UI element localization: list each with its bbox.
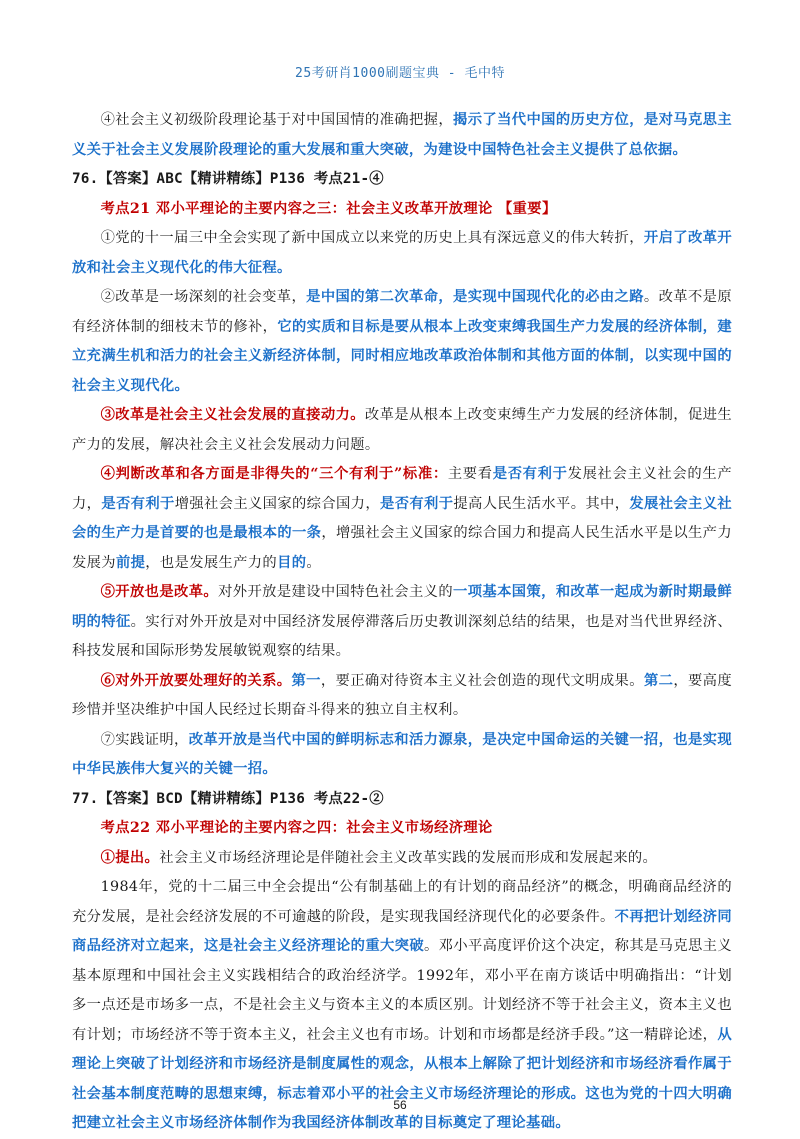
page-content <box>72 106 732 1139</box>
text-highlight-red: ①提出。 <box>100 849 160 866</box>
page-number: 56 <box>393 1098 407 1112</box>
paragraph-point-2 <box>72 283 732 401</box>
text-plain: 。实行对外开放是对中国经济发展停滞落后历史教训深刻总结的结果，也是对当代世界经济、科技发展和国际形势发展敏锐观察的结果。 <box>72 613 732 659</box>
text-plain: 。 <box>306 554 322 571</box>
paragraph-point-6 <box>72 667 732 726</box>
paragraph-theory-significance <box>72 106 732 165</box>
text-highlight-blue: 第一 <box>291 672 321 689</box>
point-22-title: 考点22 邓小平理论的主要内容之四：社会主义市场经济理论 <box>100 820 493 836</box>
text-plain: ⑦实践证明， <box>100 731 189 748</box>
text-highlight-red: ④判断改革和各方面是非得失的“三个有利于”标准： <box>100 466 448 482</box>
text-highlight-blue: 一项基本国策，和改革一起成为新时期最鲜明的特征 <box>72 584 732 630</box>
text-highlight-red: ⑤开放也是改革。 <box>100 584 219 600</box>
text-highlight-blue: 第二 <box>643 672 674 689</box>
text-plain: ④社会主义初级阶段理论基于对中国国情的准确把握， <box>100 112 454 128</box>
text-highlight-red: ⑥对外开放要处理好的关系。 <box>100 672 292 689</box>
text-highlight-blue: 不再把计划经济同商品经济对立起来，这是社会主义经济理论的重大突破 <box>72 908 732 954</box>
paragraph-point-3 <box>72 401 732 460</box>
text-plain: 主要看 <box>447 466 493 482</box>
text-highlight-blue: 揭示了当代中国的历史方位，是对马克思主义关于社会主义发展阶段理论的重大发展和重大突破，为建设中国特色社会主义提供了总依据。 <box>72 112 732 158</box>
text-plain: 改革是从根本上改变束缚生产力发展的经济体制，促进生产力的发展，解决社会主义社会发展动力问题。 <box>72 407 732 453</box>
text-highlight-blue: 是否有利于 <box>380 495 454 512</box>
point-21-title: 考点21 邓小平理论的主要内容之三：社会主义改革开放理论 【重要】 <box>100 200 557 217</box>
text-plain: ，要高度珍惜并坚决维护中国人民经过长期奋斗得来的独立自主权利。 <box>72 672 733 718</box>
text-plain: 对外开放是建设中国特色社会主义的 <box>218 584 454 600</box>
text-highlight-blue: 开启了改革开放和社会主义现代化的伟大征程。 <box>72 230 732 276</box>
text-plain: ，增强社会主义国家的综合国力和提高人民生活水平是以生产力发展为 <box>72 525 732 571</box>
answer-76-label: 76.【答案】ABC【精讲精练】P136 考点21-④ <box>72 171 384 187</box>
answer-76-heading <box>72 165 732 195</box>
paragraph-point-5 <box>72 578 732 667</box>
answer-77-heading <box>72 785 732 815</box>
paragraph-point-1 <box>72 224 732 283</box>
page-header: 25考研肖1000刷题宝典 - 毛中特 <box>295 66 505 81</box>
text-plain: 发展社会主义社会的生产力， <box>72 466 732 512</box>
text-highlight-blue: 改革开放是当代中国的鲜明标志和活力源泉，是决定中国命运的关键一招，也是实现中华民族伟大复兴的关键一招。 <box>72 731 732 777</box>
text-plain: 。邓小平高度评价这个决定，称其是马克思主义基本原理和中国社会主义实践相结合的政治经济学。1992年，邓小平在南方谈话中明确指出：“计划多一点还是市场多一点，不是社会主义与资本主义的本质区别。计划经济不等于社会主义，资本主义也有计划；市场经济不等于资本主义，社会主义也有市场。计划和市场都是经济手段。”这一精辟论述， <box>72 938 732 1043</box>
text-highlight-red: ③改革是社会主义社会发展的直接动力。 <box>100 407 365 423</box>
paragraph-point-7 <box>72 726 732 785</box>
text-plain: 1984年，党的十二届三中全会提出“公有制基础上的有计划的商品经济”的概念，明确商品经济的充分发展，是社会经济发展的不可逾越的阶段，是实现我国经济现代化的必要条件。 <box>72 879 732 925</box>
text-plain: 增强社会主义国家的综合国力， <box>174 495 381 512</box>
text-highlight-blue: 是否有利于 <box>492 466 568 482</box>
text-highlight-blue: 是中国的第二次革命，是实现中国现代化的必由之路 <box>306 289 644 305</box>
paragraph-point-4 <box>72 460 732 578</box>
paragraph-market-1 <box>72 844 732 874</box>
text-highlight-blue: 发展社会主义社会的生产力是首要的也是最根本的一条 <box>72 495 733 541</box>
text-highlight-blue: 是否有利于 <box>101 495 175 512</box>
text-plain: 提高人民生活水平。其中， <box>453 495 630 512</box>
text-highlight-blue: 前提 <box>115 554 146 571</box>
text-highlight-blue: 从理论上突破了计划经济和市场经济是制度属性的观念，从根本上解除了把计划经济和市场经济看作属于社会基本制度范畴的思想束缚，标志着邓小平的社会主义市场经济理论的形成。这也为党的十四大明确把建立社会主义市场经济体制作为我国经济体制改革的目标奠定了理论基础。 <box>72 1026 732 1131</box>
text-plain: 。改革不是原有经济体制的细枝末节的修补， <box>72 289 732 335</box>
text-highlight-blue: 它的实质和目标是要从根本上改变束缚我国生产力发展的经济体制，建立充满生机和活力的社会主义新经济体制，同时相应地改革政治体制和其他方面的体制，以实现中国的社会主义现代化。 <box>72 318 732 394</box>
answer-77-label: 77.【答案】BCD【精讲精练】P136 考点22-② <box>72 790 384 807</box>
text-plain: ①党的十一届三中全会实现了新中国成立以来党的历史上具有深远意义的伟大转折， <box>100 230 644 246</box>
text-highlight-blue: 目的 <box>277 554 307 571</box>
text-plain: ，要正确对待资本主义社会创造的现代文明成果。 <box>320 672 644 689</box>
text-plain: 社会主义市场经济理论是伴随社会主义改革实践的发展而形成和发展起来的。 <box>159 849 658 866</box>
text-plain: ②改革是一场深刻的社会变革， <box>100 289 307 305</box>
text-plain: ，也是发展生产力的 <box>145 554 278 571</box>
